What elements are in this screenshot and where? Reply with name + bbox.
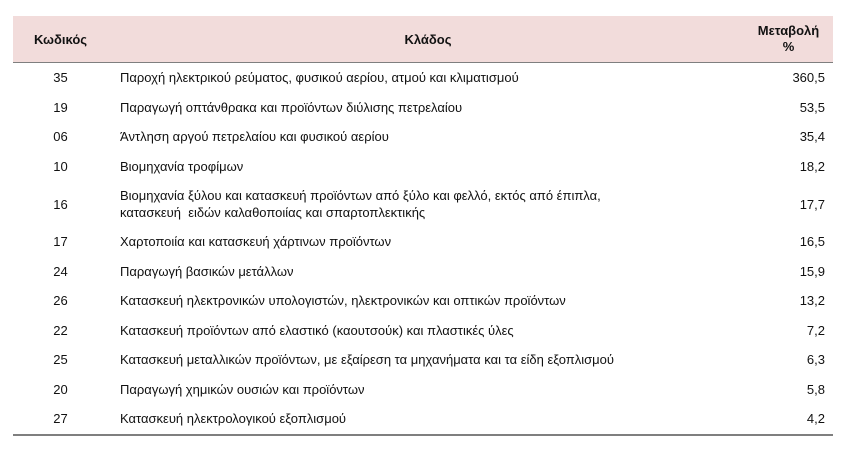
row-code: 22	[53, 322, 68, 338]
header-change	[748, 16, 833, 63]
row-change: 15,9	[799, 263, 825, 279]
row-sector: Βιομηχανία τροφίμων	[120, 158, 244, 174]
row-change: 16,5	[799, 234, 825, 250]
row-change: 5,8	[806, 381, 825, 397]
row-change: 4,2	[748, 404, 833, 435]
row-sector: Κατασκευή ηλεκτρολογικού εξοπλισμού	[108, 404, 748, 435]
table-row	[13, 63, 833, 93]
row-sector: Παραγωγή οπτάνθρακα και προϊόντων διύλισης πετρελαίου	[120, 99, 463, 115]
header-code: Κωδικός	[13, 16, 108, 63]
row-code: 10	[53, 158, 68, 174]
row-code: 19	[53, 99, 68, 115]
header-change-line2: %	[782, 39, 795, 54]
table-row	[13, 375, 833, 405]
row-sector: Άντληση αργού πετρελαίου και φυσικού αερίου	[120, 129, 389, 145]
row-change: 13,2	[799, 293, 825, 309]
row-sector	[108, 181, 748, 227]
row-sector: Κατασκευή μεταλλικών προϊόντων, με εξαίρεση τα μηχανήματα και τα είδη εξοπλισμού	[120, 352, 614, 368]
row-change: 35,4	[799, 129, 825, 145]
row-change: 360,5	[792, 70, 825, 86]
header-row	[13, 16, 833, 63]
row-change: 53,5	[799, 99, 825, 115]
row-code: 17	[53, 234, 68, 250]
table-row	[13, 122, 833, 152]
row-code: 35	[53, 70, 68, 86]
row-sector: Κατασκευή ηλεκτρονικών υπολογιστών, ηλεκτρονικών και οπτικών προϊόντων	[120, 293, 566, 309]
row-code: 26	[53, 293, 68, 309]
row-code: 25	[53, 352, 68, 368]
sector-change-table	[13, 16, 833, 436]
row-sector-line2: κατασκευή ειδών καλαθοποιίας και σπαρτοπλεκτικής	[120, 205, 426, 220]
row-sector: Παραγωγή βασικών μετάλλων	[120, 263, 294, 279]
table-row	[13, 227, 833, 257]
row-change: 6,3	[806, 352, 825, 368]
row-code: 20	[53, 381, 68, 397]
table-row	[13, 93, 833, 123]
row-sector: Κατασκευή προϊόντων από ελαστικό (καουτσούκ) και πλαστικές ύλες	[120, 322, 514, 338]
header-change-line1: Μεταβολή	[757, 23, 820, 38]
row-change: 7,2	[806, 322, 825, 338]
row-sector: Παροχή ηλεκτρικού ρεύματος, φυσικού αερίου, ατμού και κλιματισμού	[120, 70, 519, 86]
table-row	[13, 181, 833, 227]
table-row	[13, 404, 833, 435]
row-code: 27	[13, 404, 108, 435]
table-row	[13, 345, 833, 375]
row-change: 18,2	[799, 158, 825, 174]
row-change: 17,7	[799, 196, 825, 212]
row-sector-line1: Βιομηχανία ξύλου και κατασκευή προϊόντων από ξύλο και φελλό, εκτός από έπιπλα,	[120, 188, 601, 203]
table-row	[13, 286, 833, 316]
row-code: 24	[53, 263, 68, 279]
row-code: 06	[53, 129, 68, 145]
table-row	[13, 257, 833, 287]
header-sector: Κλάδος	[108, 16, 748, 63]
table-header	[13, 16, 833, 63]
row-code: 16	[53, 196, 68, 212]
table-body	[13, 63, 833, 435]
table-row	[13, 316, 833, 346]
table-row	[13, 152, 833, 182]
row-sector: Χαρτοποιία και κατασκευή χάρτινων προϊόντων	[120, 234, 392, 250]
sector-change-table-container	[13, 16, 833, 436]
row-sector: Παραγωγή χημικών ουσιών και προϊόντων	[120, 381, 365, 397]
